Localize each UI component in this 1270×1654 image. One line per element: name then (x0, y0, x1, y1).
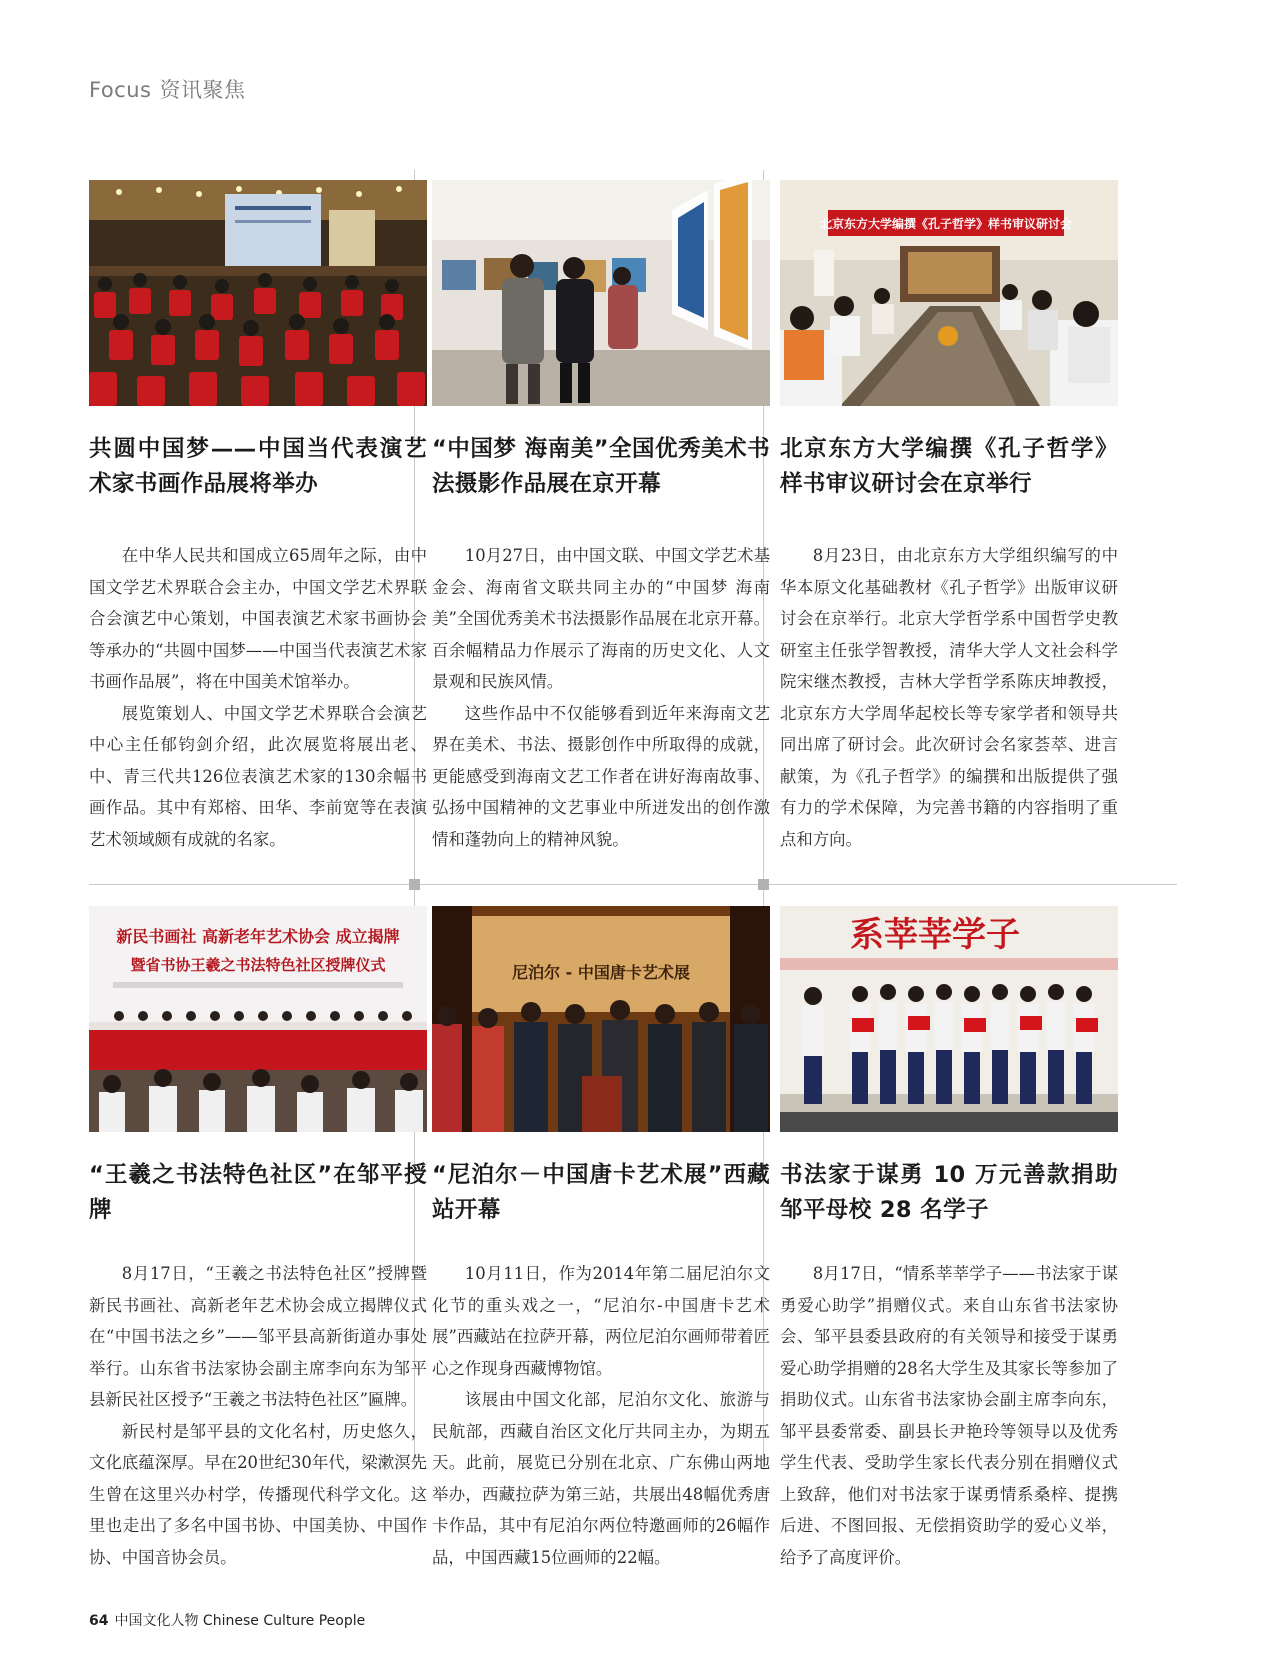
article-confucius-philosophy (780, 180, 1118, 855)
photo-conference-hall (89, 180, 427, 406)
article-performing-artists (89, 180, 427, 855)
article-title: “中国梦 海南美”全国优秀美术书法摄影作品展在京开幕 (432, 436, 770, 497)
ceremony-banner-line-1: 新民书画社 高新老年艺术协会 成立揭牌 (116, 927, 400, 946)
article-paragraph: 在中华人民共和国成立65周年之际，由中国文学艺术界联合会主办，中国文学艺术界联合会演艺中心策划，中国表演艺术家书画协会等承办的“共圆中国梦——中国当代表演艺术家书画作品展”，将在中国美术馆举办。 (89, 546, 427, 691)
article-paragraph: 这些作品中不仅能够看到近年来海南文艺界在美术、书法、摄影创作中所取得的成就，更能感受到海南文艺工作者在讲好海南故事、弘扬中国精神的文艺事业中所迸发出的创作激情和蓬勃向上的精神风貌。 (432, 703, 770, 849)
article-body (432, 540, 770, 855)
article-paragraph: 8月23日，由北京东方大学组织编写的中华本原文化基础教材《孔子哲学》出版审议研讨会在京举行。北京大学哲学系中国哲学史教研室主任张学智教授，清华大学人文社会科学院宋继杰教授，吉林大学哲学系陈庆坤教授，北京东方大学周华起校长等专家学者和领导共同出席了研讨会。此次研讨会名家荟萃、进言献策，为《孔子哲学》的编撰和出版提供了强有力的学术保障，为完善书籍的内容指明了重点和方向。 (780, 546, 1118, 849)
article-wang-xizhi-community (89, 906, 427, 1573)
donation-banner-text: 系莘莘学子 (850, 915, 1020, 955)
article-title: 北京东方大学编撰《孔子哲学》样书审议研讨会在京举行 (780, 436, 1118, 497)
header-focus: Focus (89, 78, 152, 102)
seminar-banner-text: 北京东方大学编撰《孔子哲学》样书审议研讨会 (819, 217, 1073, 231)
article-body (780, 1258, 1118, 1573)
page-header (89, 74, 245, 104)
article-body (89, 540, 427, 855)
article-body (89, 1258, 427, 1573)
header-section: 资讯聚焦 (159, 78, 246, 102)
article-paragraph: 10月27日，由中国文联、中国文学艺术基金会、海南省文联共同主办的“中国梦 海南美”全国优秀美术书法摄影作品展在北京开幕。百余幅精品力作展示了海南的历史文化、人文景观和民族风情。 (432, 546, 770, 691)
photo-ceremony-stage (89, 906, 427, 1132)
article-donation-students (780, 906, 1118, 1573)
article-paragraph: 展览策划人、中国文学艺术界联合会演艺中心主任郁钧剑介绍，此次展览将展出老、中、青三代共126位表演艺术家的130余幅书画作品。其中有郑榕、田华、李前宽等在表演艺术领域颇有成就的名家。 (89, 703, 427, 849)
photo-donation-ceremony (780, 906, 1118, 1132)
photo-thangka-opening (432, 906, 770, 1132)
article-hainan-exhibition (432, 180, 770, 855)
photo-seminar-table (780, 180, 1118, 406)
article-paragraph: 10月11日，作为2014年第二届尼泊尔文化节的重头戏之一，“尼泊尔-中国唐卡艺术展”西藏站在拉萨开幕，两位尼泊尔画师带着匠心之作现身西藏博物馆。 (432, 1264, 770, 1378)
article-body (432, 1258, 770, 1573)
article-title: 共圆中国梦——中国当代表演艺术家书画作品展将举办 (89, 436, 427, 497)
article-title: “王羲之书法特色社区”在邹平授牌 (89, 1162, 427, 1223)
grid-joint-1 (409, 879, 420, 890)
article-paragraph: 新民村是邹平县的文化名村，历史悠久，文化底蕴深厚。早在20世纪30年代，梁漱溟先生曾在这里兴办村学，传播现代科学文化。这里也走出了多名中国书协、中国美协、中国作协、中国音协会员。 (89, 1421, 427, 1567)
article-paragraph: 8月17日，“王羲之书法特色社区”授牌暨新民书画社、高新老年艺术协会成立揭牌仪式在“中国书法之乡”——邹平县高新街道办事处举行。山东省书法家协会副主席李向东为邹平县新民社区授予“王羲之书法特色社区”匾牌。 (89, 1264, 427, 1409)
article-body (780, 540, 1118, 855)
photo-gallery-visitors (432, 180, 770, 406)
article-title: 书法家于谋勇 10 万元善款捐助邹平母校 28 名学子 (780, 1162, 1118, 1223)
ceremony-banner-line-2: 暨省书协王羲之书法特色社区授牌仪式 (130, 956, 386, 974)
article-paragraph: 8月17日，“情系莘莘学子——书法家于谋勇爱心助学”捐赠仪式。来自山东省书法家协会、邹平县委县政府的有关领导和接受于谋勇爱心助学捐赠的28名大学生及其家长等参加了捐助仪式。山东省书法家协会副主席李向东，邹平县委常委、副县长尹艳玲等领导以及优秀学生代表、受助学生家长代表分别在捐赠仪式上致辞，他们对书法家于谋勇情系桑梓、提携后进、不图回报、无偿捐资助学的爱心义举，给予了高度评价。 (780, 1264, 1118, 1567)
article-paragraph: 该展由中国文化部，尼泊尔文化、旅游与民航部，西藏自治区文化厅共同主办，为期五天。此前，展览已分别在北京、广东佛山两地举办，西藏拉萨为第三站，共展出48幅优秀唐卡作品，其中有尼泊尔两位特邀画师的26幅作品，中国西藏15位画师的22幅。 (432, 1390, 770, 1567)
article-nepal-thangka (432, 906, 770, 1573)
page-number: 64 (89, 1613, 109, 1629)
thangka-banner-text: 尼泊尔 - 中国唐卡艺术展 (512, 963, 690, 982)
page-footer (89, 1610, 365, 1630)
grid-joint-2 (758, 879, 769, 890)
article-title: “尼泊尔－中国唐卡艺术展”西藏站开幕 (432, 1162, 770, 1223)
row-divider (89, 884, 1177, 885)
magazine-name: 中国文化人物 Chinese Culture People (114, 1613, 366, 1629)
